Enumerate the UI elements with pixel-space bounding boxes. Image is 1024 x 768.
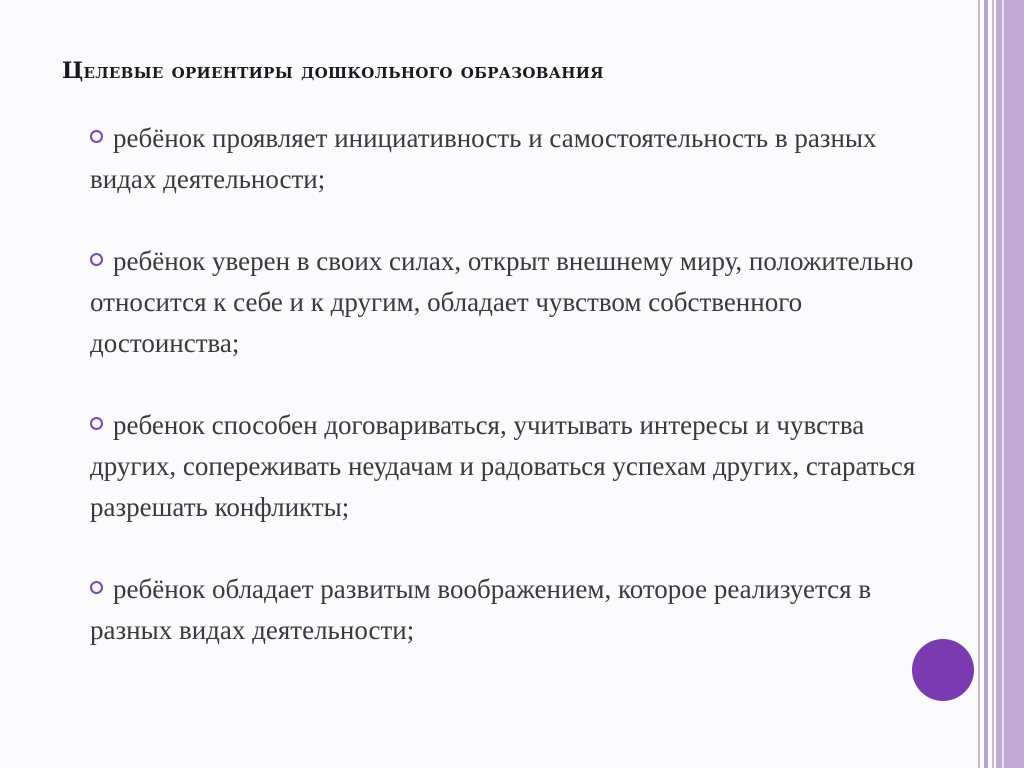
decorative-circle-icon — [912, 639, 974, 701]
list-item-text: ребёнок уверен в своих силах, открыт внешнему миру, положительно относится к себе и к другим, обладает чувством собственного достоинства; — [90, 246, 914, 358]
hollow-circle-bullet-icon — [90, 253, 103, 266]
stripe — [996, 0, 1024, 768]
hollow-circle-bullet-icon — [90, 581, 103, 594]
list-item — [90, 405, 940, 528]
stripe — [978, 0, 980, 768]
right-decorative-stripes — [978, 0, 1024, 768]
hollow-circle-bullet-icon — [90, 417, 103, 430]
stripe — [992, 0, 994, 768]
bullet-list — [90, 118, 940, 651]
list-item — [90, 241, 940, 364]
list-item-text: ребёнок обладает развитым воображением, которое реализуется в разных видах деятельности; — [90, 574, 872, 645]
slide-title: Целевые ориентиры дошкольного образования — [62, 58, 604, 84]
stripe — [984, 0, 988, 768]
list-item-text: ребенок способен договариваться, учитывать интересы и чувства других, сопереживать неудачам и радоваться успехам других, стараться разрешать конфликты; — [90, 410, 916, 522]
list-item-text: ребёнок проявляет инициативность и самостоятельность в разных видах деятельности; — [90, 123, 877, 194]
list-item — [90, 569, 940, 651]
stripe — [1002, 0, 1004, 768]
list-item — [90, 118, 940, 200]
hollow-circle-bullet-icon — [90, 130, 103, 143]
